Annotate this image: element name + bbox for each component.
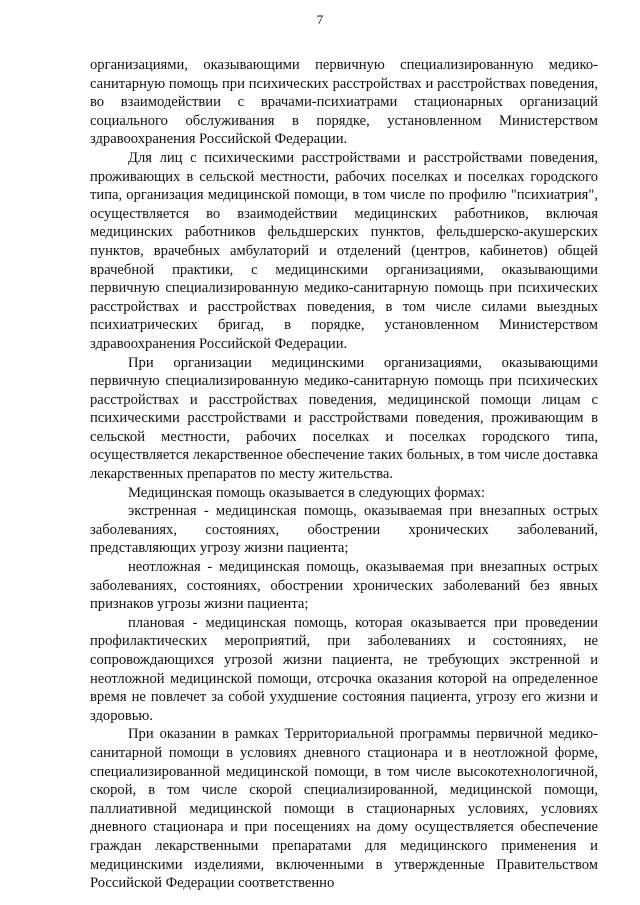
paragraph-drug-supply: При организации медицинскими организациями, оказывающими первичную специализированную медико-санитарную помощь при психических расстройствах и расстройствах поведения, медицинской помощи лицам с психическими расстройствами и расстройствами поведения, проживающим в сельской местности, рабочих поселках и поселках городского типа, осуществляется лекарственное обеспечение таких больных, в том числе доставка лекарственных препаратов по месту жительства. <box>90 354 598 483</box>
page-number: 7 <box>316 12 324 27</box>
paragraph-rural-psychiatric-care: Для лиц с психическими расстройствами и расстройствами поведения, проживающих в сельской местности, рабочих поселках и поселках городского типа, организация медицинской помощи, в том числе по профилю "психиатрия", осуществляется во взаимодействии медицинских работников, включая медицинских работников фельдшерских пунктов, фельдшерско-акушерских пунктов, врачебных амбулаторий и отделений (центров, кабинетов) общей врачебной практики, с медицинскими организациями, оказывающими первичную специализированную медико-санитарную помощь при психических расстройствах и расстройствах поведения, в том числе силами выездных психиатрических бригад, в порядке, установленном Министерством здравоохранения Российской Федерации. <box>90 149 598 352</box>
paragraph-urgent-form: неотложная - медицинская помощь, оказываемая при внезапных острых заболеваниях, состояниях, обострении хронических заболеваний без явных признаков угрозы жизни пациента; <box>90 559 598 613</box>
document-body <box>90 56 598 893</box>
paragraph-care-forms-intro: Медицинская помощь оказывается в следующих формах: <box>128 484 486 501</box>
paragraph-continuation: организациями, оказывающими первичную специализированную медико-санитарную помощь при психических расстройствах и расстройствах поведения, во взаимодействии с врачами-психиатрами стационарных организаций социального обслуживания в порядке, установленном Министерством здравоохранения Российской Федерации. <box>90 57 598 148</box>
paragraph-territorial-program: При оказании в рамках Территориальной программы первичной медико-санитарной помощи в условиях дневного стационара и в неотложной форме, специализированной медицинской помощи, в том числе высокотехнологичной, скорой, в том числе скорой специализированной, медицинской помощи, паллиативной медицинской помощи в стационарных условиях, условиях дневного стационара и при посещениях на дому осуществляется обеспечение граждан лекарственными препаратами для медицинского применения и медицинскими изделиями, включенными в утвержденные Правительством Российской Федерации соответственно <box>90 726 598 892</box>
paragraph-planned-form: плановая - медицинская помощь, которая оказывается при проведении профилактических мероприятий, при заболеваниях и состояниях, не сопровождающихся угрозой жизни пациента, не требующих экстренной и неотложной медицинской помощи, отсрочка оказания которой на определенное время не повлечет за собой ухудшение состояния пациента, угрозу его жизни и здоровью. <box>90 614 598 724</box>
paragraph-emergency-form: экстренная - медицинская помощь, оказываемая при внезапных острых заболеваниях, состояниях, обострении хронических заболеваний, представляющих угрозу жизни пациента; <box>90 503 598 557</box>
